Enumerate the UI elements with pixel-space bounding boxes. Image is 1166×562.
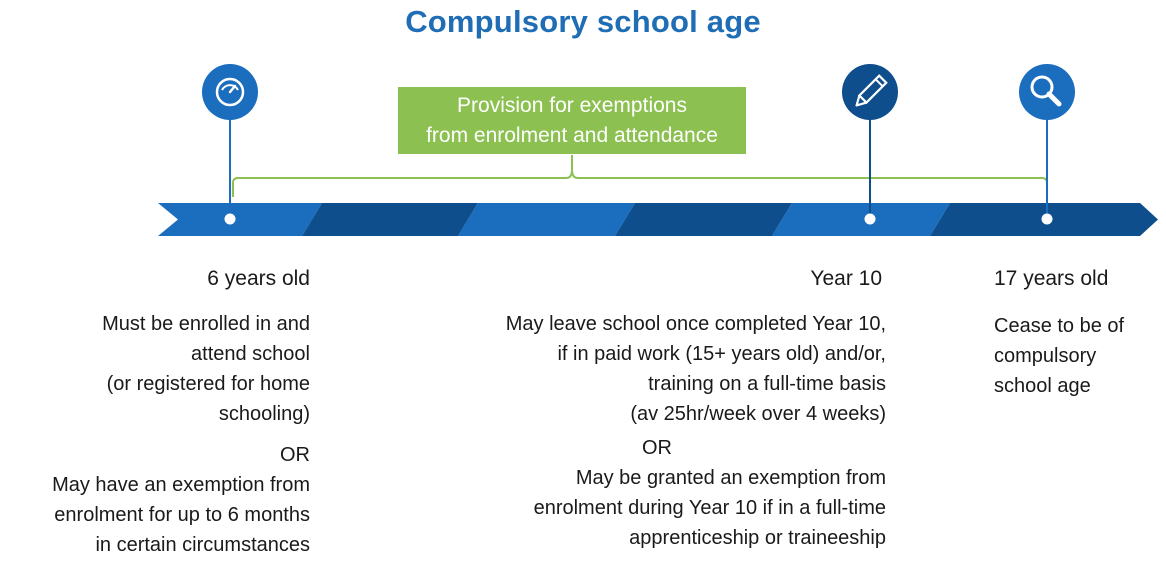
text-line: enrolment during Year 10 if in a full-time: [533, 497, 886, 519]
text-line: apprenticeship or traineeship: [629, 527, 886, 549]
text-line: May have an exemption from: [52, 474, 310, 496]
milestone-text-6-years: [8, 309, 310, 429]
milestone-dot-year-10: [865, 214, 876, 225]
timeline-arrow: [158, 203, 1158, 236]
magnifier-icon: [1019, 64, 1075, 120]
text-line: Must be enrolled in and: [102, 313, 310, 335]
exemption-bracket: [233, 155, 1047, 197]
text-line: attend school: [191, 343, 310, 365]
text-line: May be granted an exemption from: [575, 467, 886, 489]
or-label-year-10: OR: [642, 437, 672, 459]
alt-text-6-years: [0, 470, 310, 560]
milestone-dot-6-years: [225, 214, 236, 225]
milestone-text-17-years: [994, 311, 1164, 401]
exemption-provision-box: [398, 87, 746, 154]
text-line: enrolment for up to 6 months: [54, 504, 310, 526]
milestone-text-year-10: [400, 309, 886, 429]
text-line: school age: [994, 375, 1091, 397]
text-line: May leave school once completed Year 10,: [505, 313, 886, 335]
text-line: (av 25hr/week over 4 weeks): [630, 403, 886, 425]
exemption-box-line-2: from enrolment and attendance: [426, 124, 718, 147]
milestone-heading-6-years: 6 years old: [207, 267, 310, 290]
text-line: in certain circumstances: [95, 534, 310, 556]
gauge-icon: [202, 64, 258, 120]
text-line: (or registered for home: [106, 373, 310, 395]
text-line: compulsory: [994, 345, 1097, 367]
text-line: Cease to be of: [994, 315, 1125, 337]
text-line: if in paid work (15+ years old) and/or,: [557, 343, 886, 365]
text-line: training on a full-time basis: [648, 373, 886, 395]
milestone-dot-17-years: [1042, 214, 1053, 225]
milestone-heading-year-10: Year 10: [810, 267, 882, 290]
milestone-heading-17-years: 17 years old: [994, 267, 1109, 290]
exemption-box-line-1: Provision for exemptions: [457, 94, 687, 117]
diagram-title: Compulsory school age: [405, 4, 761, 39]
text-line: schooling): [218, 403, 310, 425]
or-label-6-years: OR: [280, 444, 310, 466]
alt-text-year-10: [400, 463, 886, 553]
pencil-icon: [842, 64, 898, 120]
